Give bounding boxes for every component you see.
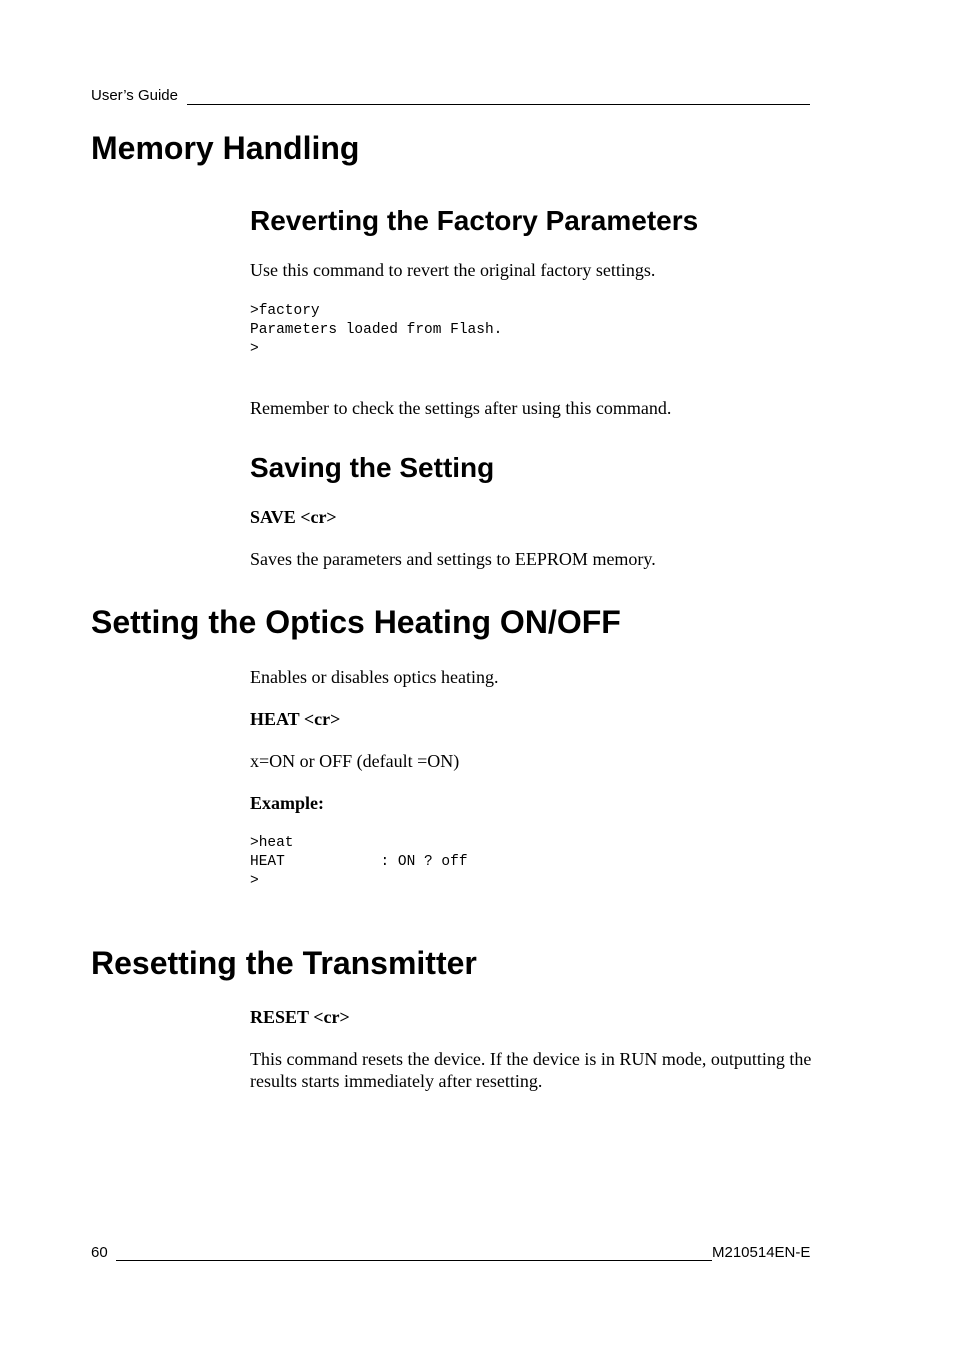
code-block-factory	[250, 302, 502, 359]
footer-rule	[116, 1260, 712, 1261]
subsection-title-reverting: Reverting the Factory Parameters	[250, 205, 699, 236]
code-block-heat	[250, 834, 468, 891]
subsection-title-saving: Saving the Setting	[250, 452, 495, 483]
code-line: >	[250, 873, 259, 889]
example-label: Example:	[250, 793, 324, 813]
heat-command: HEAT <cr>	[250, 709, 341, 729]
reverting-intro: Use this command to revert the original factory settings.	[250, 260, 656, 280]
section-title-resetting: Resetting the Transmitter	[91, 945, 477, 981]
header-rule	[187, 104, 810, 105]
code-line: Parameters loaded from Flash.	[250, 322, 503, 338]
code-line: >	[250, 341, 259, 357]
header-title: User’s Guide	[91, 87, 178, 104]
code-line: >factory	[250, 303, 320, 319]
section-title-memory-handling: Memory Handling	[91, 130, 360, 166]
footer-doc-code: M210514EN-E	[712, 1244, 811, 1261]
save-description: Saves the parameters and settings to EEPROM memory.	[250, 549, 656, 569]
reverting-note: Remember to check the settings after using this command.	[250, 398, 672, 418]
running-header	[91, 87, 178, 104]
code-line: >heat	[250, 835, 294, 851]
reset-command: RESET <cr>	[250, 1007, 350, 1027]
code-line: HEAT : ON ? off	[250, 854, 468, 870]
section-title-optics-heating: Setting the Optics Heating ON/OFF	[91, 604, 621, 640]
footer-page-number: 60	[91, 1244, 108, 1261]
heat-values: x=ON or OFF (default =ON)	[250, 751, 460, 771]
heating-intro: Enables or disables optics heating.	[250, 667, 499, 687]
reset-description: This command resets the device. If the device is in RUN mode, outputting the results starts immediately after resetting.	[250, 1049, 812, 1091]
save-command: SAVE <cr>	[250, 507, 337, 527]
